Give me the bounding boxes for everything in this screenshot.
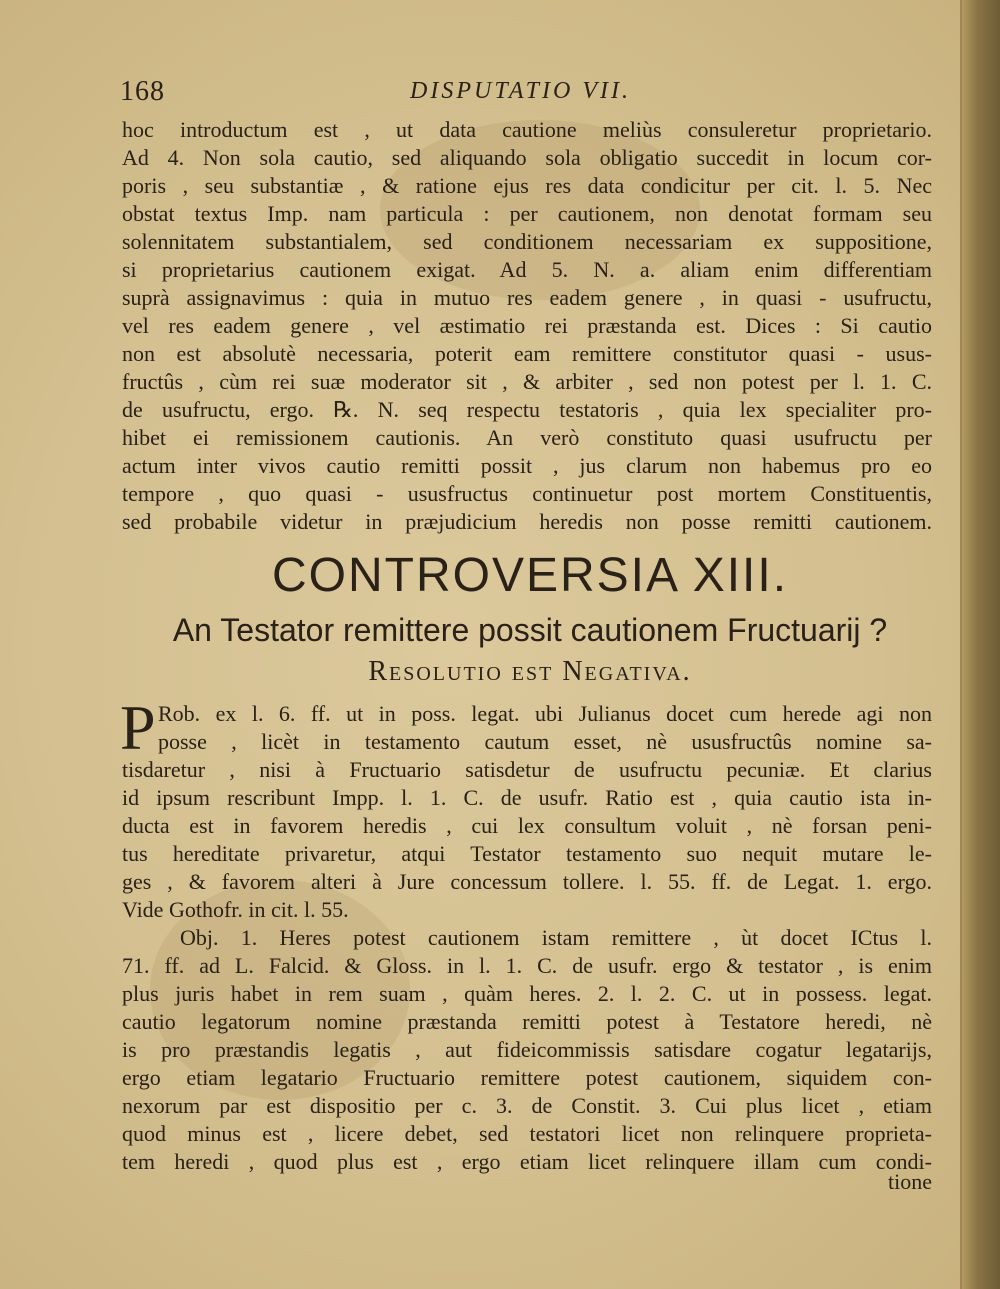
text-line: tempore , quo quasi - ususfructus continuetur post mortem Constituentis,: [122, 481, 932, 506]
text-line: posse , licèt in testamento cautum esset, nè ususfructûs nomine sa-: [158, 729, 932, 754]
text-line: tisdaretur , nisi à Fructuario satisdetur de usufructu pecuniæ. Et clarius: [122, 757, 932, 782]
text-line: plus juris habet in rem suam , quàm heres. 2. l. 2. C. ut in possess. legat.: [122, 981, 932, 1006]
text-line: id ipsum rescribunt Impp. l. 1. C. de usufr. Ratio est , quia cautio ista in-: [122, 785, 932, 810]
text-line: fructûs , cùm rei suæ moderator sit , & arbiter , sed non potest per l. 1. C.: [122, 369, 932, 394]
text-line: Obj. 1. Heres potest cautionem istam remittere , ùt docet ICtus l.: [180, 925, 932, 950]
text-line: Ad 4. Non sola cautio, sed aliquando sola obligatio succedit in locum cor-: [122, 145, 932, 170]
catchword: tione: [888, 1169, 932, 1194]
text-line: suprà assignavimus : quia in mutuo res eadem genere , in quasi - usufructu,: [122, 285, 932, 310]
section-title: CONTROVERSIA XIII.: [271, 549, 789, 602]
book-gutter: [962, 0, 1000, 1289]
text-line: obstat textus Imp. nam particula : per cautionem, non denotat formam seu: [122, 201, 932, 226]
text-line: cautio legatorum nomine præstanda remitti potest à Testatore heredi, nè: [122, 1009, 932, 1034]
page-header: [120, 76, 930, 116]
text-line: nexorum par est dispositio per c. 3. de Constit. 3. Cui plus licet , etiam: [122, 1093, 932, 1118]
text-line: vel res eadem genere , vel æstimatio rei præstanda est. Dices : Si cautio: [122, 313, 932, 338]
drop-cap: P: [120, 692, 156, 763]
text-line: 71. ff. ad L. Falcid. & Gloss. in l. 1. C. de usufr. ergo & testator , is enim: [122, 953, 932, 978]
text-line: poris , seu substantiæ , & ratione ejus res data condicitur per cit. l. 5. Nec: [122, 173, 932, 198]
text-line: Rob. ex l. 6. ff. ut in poss. legat. ubi Julianus docet cum herede agi non: [158, 701, 932, 726]
text-line: ergo etiam legatario Fructuario remittere potest cautionem, siquidem con-: [122, 1065, 932, 1090]
text-line: de usufructu, ergo. ℞. N. seq respectu testatoris , quia lex specialiter pro-: [122, 397, 932, 422]
text-line: tem heredi , quod plus est , ergo etiam licet relinquere illam cum condi-: [122, 1149, 932, 1174]
text-line: non est absolutè necessaria, poterit eam remittere constitutor quasi - usus-: [122, 341, 932, 366]
page-number: 168: [120, 76, 165, 107]
text-line: sed probabile videtur in præjudicium heredis non posse remitti cautionem.: [122, 509, 932, 534]
text-line: ducta est in favorem heredis , cui lex consultum voluit , nè forsan peni-: [122, 813, 932, 838]
running-title: DISPUTATIO VII.: [410, 78, 631, 104]
text-line: is pro præstandis legatis , aut fideicommissis satisdare cogatur legatarijs,: [122, 1037, 932, 1062]
text-line: actum inter vivos cautio remitti possit , jus clarum non habemus pro eo: [122, 453, 932, 478]
text-line: ges , & favorem alteri à Jure concessum tollere. l. 55. ff. de Legat. 1. ergo.: [122, 869, 932, 894]
text-line: tus hereditate privaretur, atqui Testator testamento suo nequit mutare le-: [122, 841, 932, 866]
section-question: An Testator remittere possit cautionem Fructuarij ?: [172, 612, 888, 648]
section-resolution: Resolutio est Negativa.: [368, 656, 692, 687]
text-line: hibet ei remissionem cautionis. An verò constituto quasi usufructu per: [122, 425, 932, 450]
text-line: quod minus est , licere debet, sed testatori licet non relinquere proprieta-: [122, 1121, 932, 1146]
text-line: Vide Gothofr. in cit. l. 55.: [122, 897, 349, 922]
text-line: si proprietarius cautionem exigat. Ad 5. N. a. aliam enim differentiam: [122, 257, 932, 282]
text-line: solennitatem substantialem, sed conditionem necessariam ex suppositione,: [122, 229, 932, 254]
text-line: hoc introductum est , ut data cautione meliùs consuleretur proprietario.: [122, 117, 932, 142]
